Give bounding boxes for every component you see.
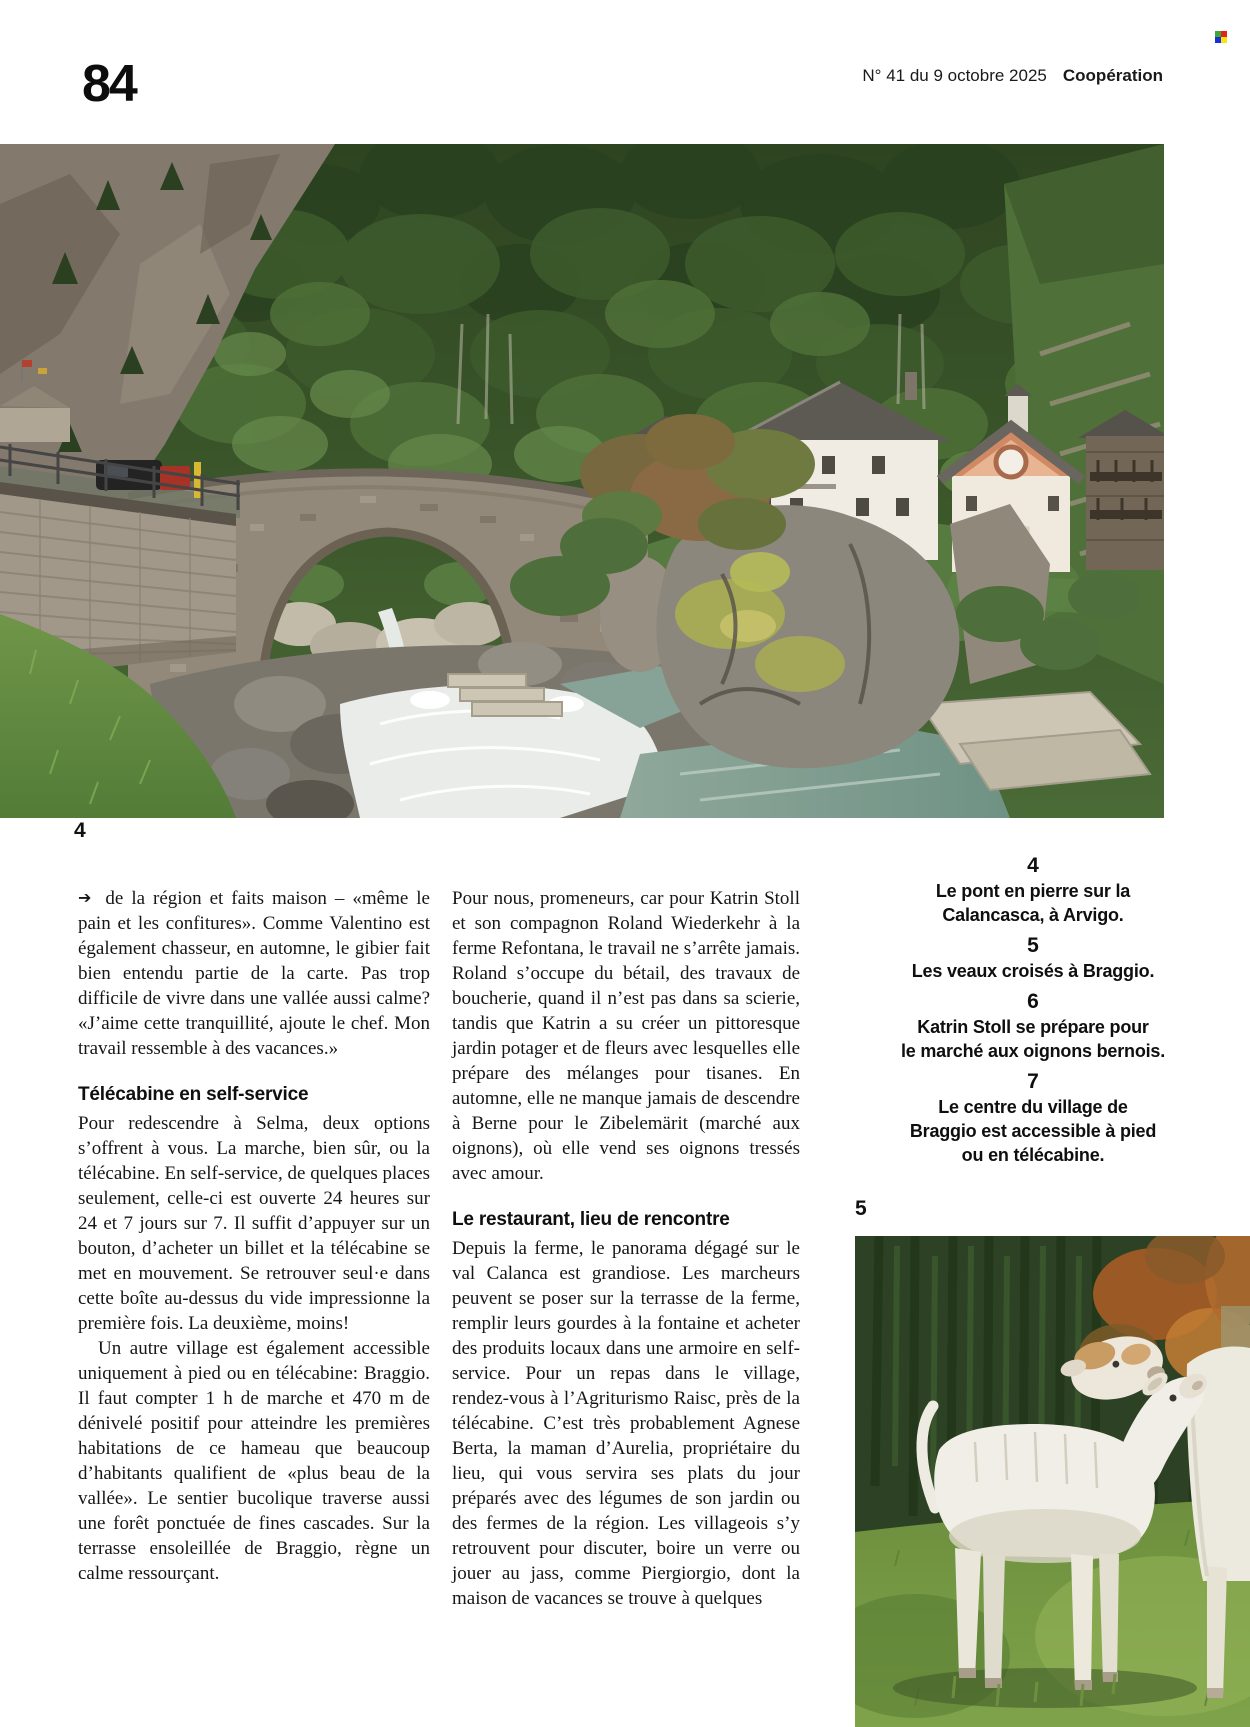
photo-captions [852,853,1214,1173]
calves-photo-illustration [855,1236,1250,1727]
caption-7-line: Le centre du village de [938,1097,1128,1117]
caption-7-number: 7 [1027,1070,1039,1093]
subheading-restaurant: Le restaurant, lieu de rencontre [452,1209,730,1230]
caption-5-number: 5 [1027,934,1039,957]
caption-7 [852,1069,1214,1167]
caption-6-line: le marché aux oignons bernois. [900,1041,1166,1061]
caption-7-line: Braggio est accessible à pied [909,1121,1157,1141]
article-column-middle [452,886,800,1611]
issue-date: N° 41 du 9 octobre 2025 [862,66,1047,85]
page-number: 84 [82,55,136,113]
paragraph-braggio: Un autre village est également accessible uniquement à pied ou en télécabine: Braggio. Il faut compter 1 h de marche et 470 m de dénivelé positif pour atteindre les premières habitations de ce hameau que beaucoup d’habitants qualifient de «plus beau de la vallée». Le sentier bucolique traverse aussi une forêt ponctuée de fines cascades. Sur la terrasse ensoleillée de Braggio, règne un calme ressourçant. [78,1338,430,1584]
caption-7-line: ou en télécabine. [961,1145,1105,1165]
main-photo-number: 4 [74,819,86,842]
magazine-name: Coopération [1062,66,1163,85]
paragraph-restaurant: Depuis la ferme, le panorama dégagé sur le val Calanca est grandiose. Les marcheurs peuvent se poser sur la terrasse de la ferme, remplir leurs gourdes à la fontaine et acheter des produits locaux dans une armoire en self-service. Pour un repas dans le village, rendez-vous à l’Agriturismo Raisc, près de la télécabine. C’est très probablement Agnese Berta, la maman d’Aurelia, propriétaire du lieu, qui vous servira ses plats du jour préparés avec des légumes de son jardin ou des fermes de la région. Les villageois s’y retrouvent pour discuter, boire un verre ou jouer au jass, comme Piergiorgio, dont la maison de vacances se trouve à quelques [452,1238,800,1609]
caption-4-line: Le pont en pierre sur la [935,881,1131,901]
caption-6 [852,989,1214,1063]
caption-4-line: Calancasca, à Arvigo. [942,905,1124,925]
subheading-telecabine: Télécabine en self-service [78,1084,309,1105]
color-registration-mark-icon [1215,31,1227,43]
caption-4 [852,853,1214,927]
calves-photo [855,1236,1250,1727]
caption-6-number: 6 [1027,990,1039,1013]
caption-5 [852,933,1214,983]
caption-6-line: Katrin Stoll se prépare pour [917,1017,1149,1037]
main-photo [0,144,1164,818]
calf-shadow [893,1668,1197,1708]
calves-photo-number: 5 [855,1197,867,1220]
caption-4-number: 4 [1027,854,1039,877]
article-column-left [78,886,430,1586]
caption-5-line: Les veaux croisés à Braggio. [911,961,1155,981]
paragraph-ferme: Pour nous, promeneurs, car pour Katrin Stoll et son compagnon Roland Wiederkehr à la ferme Refontana, le travail ne s’arrête jamais. Roland s’occupe du bétail, des travaux de boucherie, quand il n’est pas dans sa scierie, tandis que Katrin a su créer un pittoresque jardin potager et de fleurs avec lesquelles elle prépare des mélanges pour tisanes. En automne, elle ne manque jamais de descendre à Berne pour le Zibelemärit (marché aux oignons), où elle vend ses oignons tressés avec amour. [452,888,800,1184]
page-header [862,66,1163,86]
paragraph-telecabine: Pour redescendre à Selma, deux options s’offrent à vous. La marche, bien sûr, ou la télécabine. En self-service, de quelques places seulement, celle-ci est ouverte 24 heures sur 24 et 7 jours sur 7. Il suffit d’appuyer sur un bouton, d’acheter un billet et la télécabine se met en mouvement. Se retrouver seul·e dans cette boîte au-dessus du vide impressionne la première fois. La deuxième, moins! [78,1113,430,1334]
main-photo-illustration [0,144,1164,818]
reg-square-yellow [1221,37,1227,43]
paragraph-continuation [78,886,430,1061]
continuation-arrow-icon: ➔ [78,888,92,907]
paragraph-text: de la région et faits maison – «même le pain et les confitures». Comme Valentino est également chasseur, en automne, le gibier fait bien entendu partie de la carte. Pas trop difficile de vivre dans une vallée aussi calme? «J’aime cette tranquillité, ajoute le chef. Mon travail ressemble à des vacances.» [78,888,430,1059]
yellow-pole [194,462,201,498]
